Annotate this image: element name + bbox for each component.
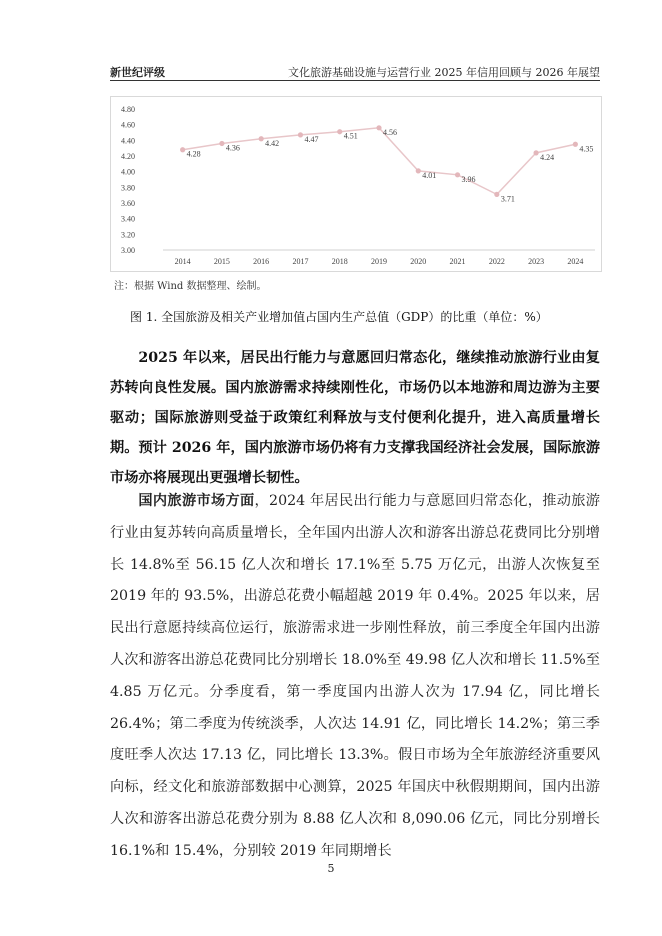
data-label: 4.56: [383, 127, 397, 137]
header-report-title: 文化旅游基础设施与运营行业 2025 年信用回顾与 2026 年展望: [288, 66, 600, 79]
summary-paragraph: 2025 年以来，居民出行能力与意愿回归常态化，继续推动旅游行业由复苏转向良性发展。国内旅游需求持续刚性化，市场仍以本地游和周边游为主要驱动；国际旅游则受益于政策红利释放与支付便利化提升，进入高质量增长期。预计 2026 年，国内旅游市场仍将有力支撑我国经济社会发展，国际旅游市场亦将展现出更强增长韧性。: [110, 350, 600, 486]
data-point: [573, 142, 578, 147]
y-tick-label: 4.40: [121, 136, 135, 146]
data-point: [337, 129, 342, 134]
data-label: 4.42: [265, 138, 280, 148]
x-tick-label: 2021: [449, 257, 466, 266]
data-point: [376, 125, 381, 130]
chart-caption: 图 1. 全国旅游及相关产业增加值占国内生产总值（GDP）的比重（单位：%）: [130, 310, 548, 324]
data-label: 4.24: [540, 152, 555, 162]
data-label: 3.71: [500, 194, 515, 204]
y-tick-label: 3.40: [121, 214, 135, 224]
y-tick-label: 4.00: [121, 167, 135, 177]
y-tick-label: 3.00: [121, 246, 135, 255]
data-label: 4.51: [343, 131, 358, 141]
data-label: 4.01: [422, 170, 437, 180]
x-tick-label: 2023: [528, 257, 545, 266]
data-point: [298, 132, 303, 137]
page-number: 5: [327, 862, 335, 875]
data-point: [494, 192, 499, 197]
data-label: 3.96: [461, 174, 476, 184]
data-point: [180, 147, 185, 152]
body-lead: 国内旅游市场方面: [138, 493, 255, 509]
data-point: [416, 168, 421, 173]
chart-note: 注：根据 Wind 数据整理、绘制。: [114, 281, 267, 292]
page-header: [110, 60, 600, 81]
gdp-share-line-chart: [111, 97, 601, 271]
chart-container: [110, 96, 602, 272]
x-tick-label: 2019: [371, 257, 387, 266]
y-tick-label: 3.20: [121, 230, 135, 240]
x-tick-label: 2020: [410, 257, 427, 266]
data-label: 4.28: [186, 149, 201, 159]
x-tick-label: 2024: [567, 257, 584, 266]
x-tick-label: 2015: [213, 257, 230, 266]
data-point: [259, 136, 264, 141]
data-label: 4.36: [225, 143, 240, 153]
y-tick-label: 4.20: [121, 152, 135, 161]
x-tick-label: 2016: [253, 257, 270, 266]
body-text: ，2024 年居民出行能力与意愿回归常态化，推动旅游行业由复苏转向高质量增长，全年国内出游人次和游客出游总花费同比分别增长 14.8%至 56.15 亿人次和增长 17.1%至 5.75 万亿元，出游人次恢复至 2019 年的 93.5%，出游总花费小幅超越 2019 年 0.4%。2025 年以来，居民出行意愿持续高位运行，旅游需求进一步刚性释放，前三季度全年国内出游人次和游客出游总花费同比分别增长 18.0%至 49.98 亿人次和增长 11.5%至 4.85 万亿元。分季度看，第一季度国内出游人次为 17.94 亿，同比增长 26.4%；第二季度为传统淡季，人次达 14.91 亿，同比增长 14.2%；第三季度旺季人次达 17.13 亿，同比增长 13.3%。假日市场为全年旅游经济重要风向标，经文化和旅游部数据中心测算，2025 年国庆中秋假期期间，国内出游人次和游客出游总花费分别为 8.88 亿人次和 8,090.06 亿元，同比分别增长 16.1%和 15.4%，分别较 2019 年同期增长: [110, 493, 600, 859]
y-tick-label: 3.60: [121, 199, 135, 208]
data-point: [533, 150, 538, 155]
data-label: 4.35: [579, 144, 594, 154]
y-tick-label: 4.60: [121, 120, 135, 130]
x-tick-label: 2014: [174, 257, 191, 266]
x-tick-label: 2022: [488, 257, 505, 266]
series-line: [183, 128, 576, 195]
data-point: [455, 172, 460, 177]
y-tick-label: 3.80: [121, 183, 135, 193]
header-org: 新世纪评级: [110, 66, 165, 79]
data-point: [219, 141, 224, 146]
x-tick-label: 2018: [331, 257, 348, 266]
y-tick-label: 4.80: [121, 105, 135, 114]
body-paragraph: [110, 486, 600, 868]
x-tick-label: 2017: [292, 257, 309, 266]
data-label: 4.47: [304, 134, 319, 144]
